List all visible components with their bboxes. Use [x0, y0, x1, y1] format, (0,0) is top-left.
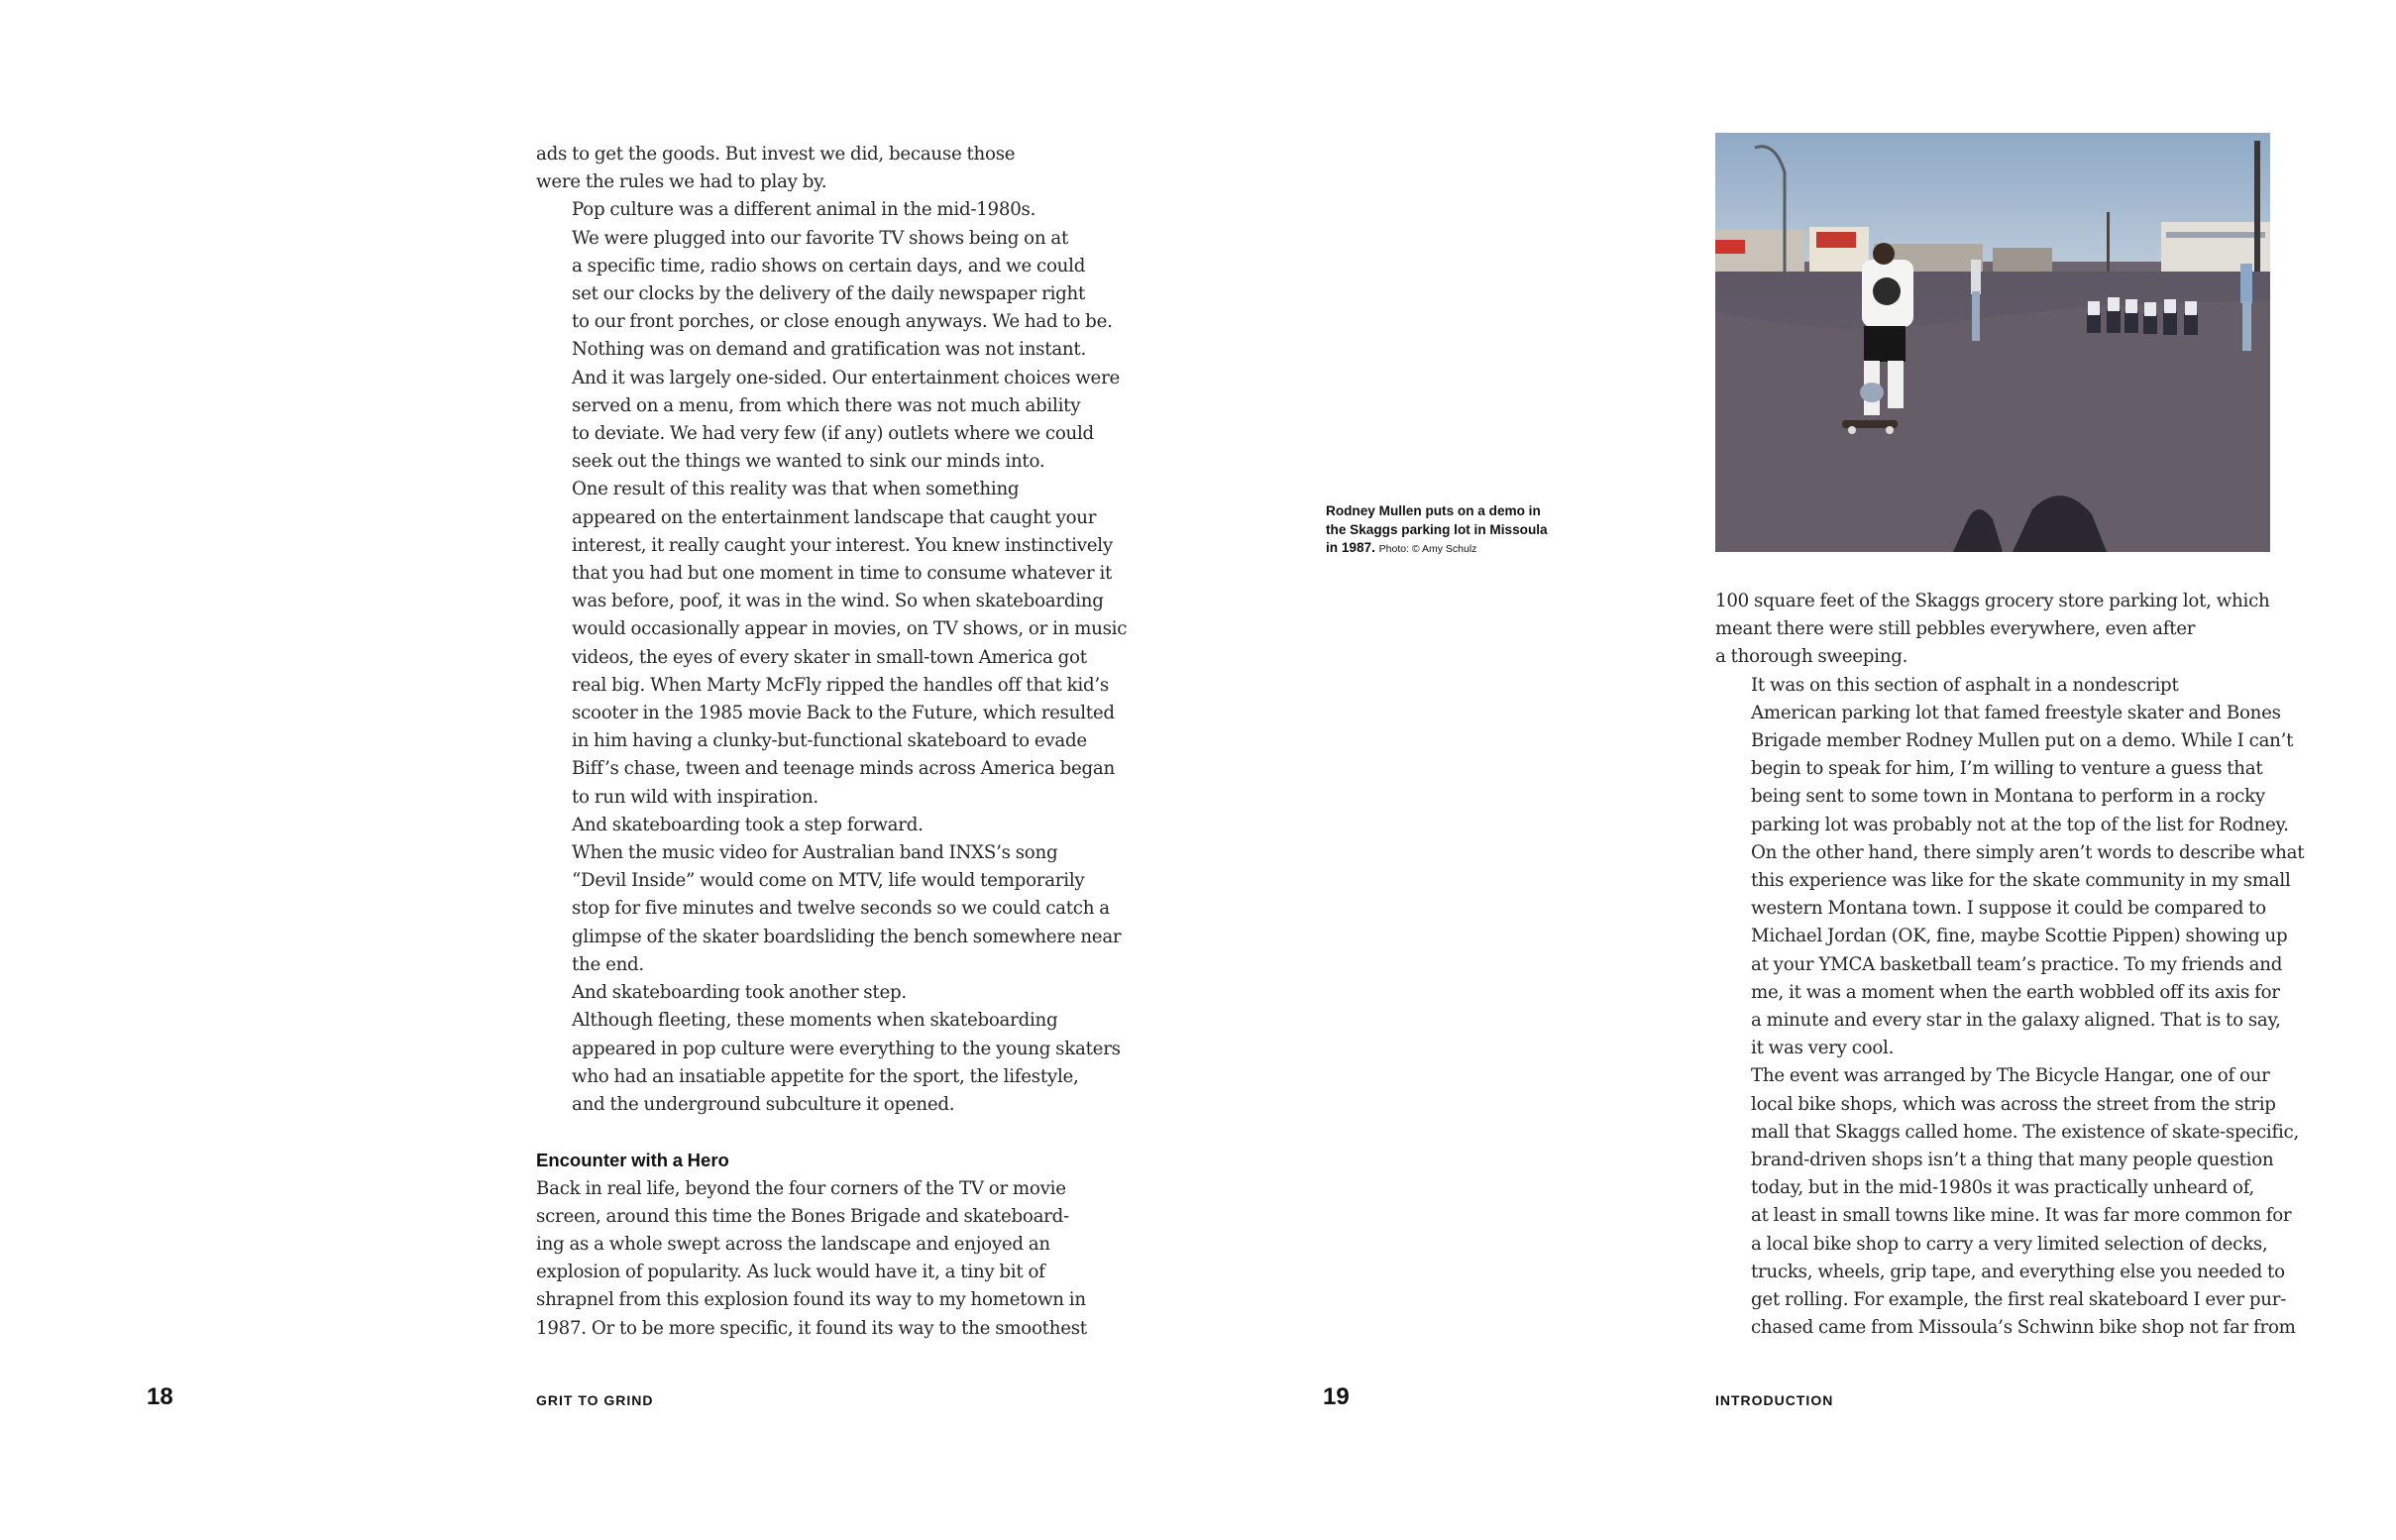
running-head-left: GRIT TO GRIND — [536, 1392, 654, 1408]
right-page-text-column — [1715, 588, 2305, 1342]
skateboard-demo-photo — [1715, 133, 2270, 552]
paragraph: One result of this reality was that when something appeared on the entertainment landscape that caught your interest, it really caught your interest. You knew instinctively that you had but one moment in time to consume whatever it was before, poof, it was in the wind. So when skateboarding would occasionally appear in movies, on TV shows, or in music videos, the eyes of every skater in small-town America got real big. When Marty McFly ripped the handles off that kid’s scooter in the 1985 movie Back to the Future, which resulted in him having a clunky-but-functional skateboard to evade Biff’s chase, tween and teenage minds across America began to run wild with inspiration. — [572, 479, 1128, 808]
paragraph: And skateboarding took another step. — [572, 982, 907, 1004]
paragraph: And skateboarding took a step forward. — [572, 814, 924, 835]
paragraph: Although fleeting, these moments when skateboarding appeared in pop culture were everything to the young skaters who had an insatiable appetite for the sport, the lifestyle, and the underground subculture it opened. — [572, 1010, 1121, 1115]
paragraph: When the music video for Australian band INXS’s song “Devil Inside” would come on MTV, life would temporarily stop for five minutes and twelve seconds so we could catch a glimpse of the skater boardsliding the bench somewhere near the end. — [572, 842, 1122, 975]
page-number-right: 19 — [1323, 1383, 1350, 1410]
left-page-text-column — [536, 141, 1128, 1343]
photo-credit: Photo: © Amy Schulz — [1378, 543, 1477, 555]
paragraph: 100 square feet of the Skaggs grocery store parking lot, which meant there were still pebbles everywhere, even after a thorough sweeping. — [1715, 591, 2270, 668]
paragraph: Pop culture was a different animal in the mid-1980s. We were plugged into our favorite TV shows being on at a specific time, radio shows on certain days, and we could set our clocks by the delivery of the daily newspaper right to our front porches, or close enough anyways. We had to be. Nothing was on demand and gratification was not instant. And it was largely one-sided. Our entertainment choices were served on a menu, from which there was not much ability to deviate. We had very few (if any) outlets where we could seek out the things we wanted to sink our minds into. — [572, 199, 1121, 473]
paragraph: Back in real life, beyond the four corners of the TV or movie screen, around this time the Bones Brigade and skateboard- ing as a whole swept across the landscape and enjoyed an explosion of popularity. As luck would have it, a tiny bit of shrapnel from this explosion found its way to my hometown in 1987. Or to be more specific, it found its way to the smoothest — [536, 1177, 1087, 1339]
paragraph: ads to get the goods. But invest we did, because those were the rules we had to play by. — [536, 144, 1016, 193]
section-subheading: Encounter with a Hero — [536, 1150, 729, 1171]
page-number-left: 18 — [147, 1383, 173, 1410]
paragraph: It was on this section of asphalt in a nondescript American parking lot that famed freestyle skater and Bones Brigade member Rodney Mullen put on a demo. While I can’t begin to speak for him, I’m willing to venture a guess that being sent to some town in Montana to perform in a rocky parking lot was probably not at the top of the list for Rodney. On the other hand, there simply aren’t words to describe what this experience was like for the skate community in my small western Montana town. I suppose it could be compared to Michael Jordan (OK, fine, maybe Scottie Pippen) showing up at your YMCA basketball team’s practice. To my friends and me, it was a moment when the earth wobbled off its axis for a minute and every star in the galaxy aligned. That is to say, it was very cool. — [1751, 674, 2305, 1059]
paragraph: The event was arranged by The Bicycle Hangar, one of our local bike shops, which was across the street from the strip mall that Skaggs called home. The existence of skate-specific, brand-driven shops isn’t a thing that many people question today, but in the mid-1980s it was practically unheard of, at least in small towns like mine. It was far more common for a local bike shop to carry a very limited selection of decks, trucks, wheels, grip tape, and everything else you needed to get rolling. For example, the first real skateboard I ever pur- chased came from Missoula’s Schwinn bike shop not far from — [1751, 1065, 2299, 1339]
running-head-right: INTRODUCTION — [1715, 1392, 1834, 1408]
photo-caption: Rodney Mullen puts on a demo in the Skaggs parking lot in Missoula in 1987. Photo: © Amy Schulz — [1326, 503, 1548, 555]
